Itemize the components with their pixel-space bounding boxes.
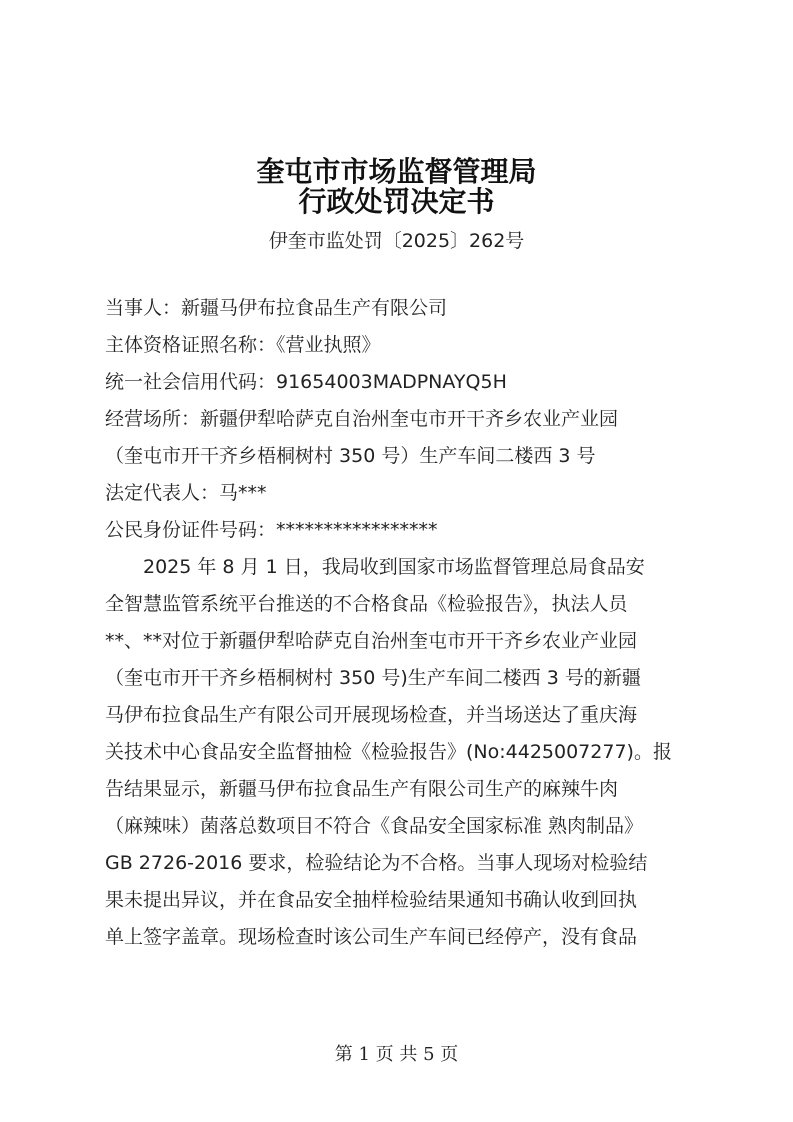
body-line: 单上签字盖章。现场检查时该公司生产车间已经停产，没有食品 <box>105 926 638 948</box>
document-title: 行政处罚决定书 <box>298 185 495 218</box>
agency-title: 奎屯市市场监督管理局 <box>256 155 537 188</box>
body-line: GB 2726-2016 要求，检验结论为不合格。当事人现场对检验结 <box>105 852 648 874</box>
credit-code-line: 统一社会信用代码：91654003MADPNAYQ5H <box>105 371 507 393</box>
license-name-line: 主体资格证照名称：《营业执照》 <box>105 334 381 356</box>
party-line: 当事人：新疆马伊布拉食品生产有限公司 <box>105 297 448 319</box>
body-line: （麻辣味）菌落总数项目不符合《食品安全国家标准 熟肉制品》 <box>105 815 644 837</box>
body-line: （奎屯市开干齐乡梧桐树村 350 号)生产车间二楼西 3 号的新疆 <box>105 667 641 689</box>
address-line-1: 经营场所：新疆伊犁哈萨克自治州奎屯市开干齐乡农业产业园 <box>105 408 619 430</box>
page-number: 第 1 页 共 5 页 <box>334 1044 459 1065</box>
id-number-line: 公民身份证件号码：***************** <box>105 519 438 541</box>
document-body <box>105 290 693 956</box>
body-line: **、**对位于新疆伊犁哈萨克自治州奎屯市开干齐乡农业产业园 <box>105 630 638 652</box>
body-line: 告结果显示，新疆马伊布拉食品生产有限公司生产的麻辣牛肉 <box>105 778 619 800</box>
document-number: 伊奎市监处罚〔2025〕262号 <box>268 230 525 252</box>
body-line: 2025 年 8 月 1 日，我局收到国家市场监督管理总局食品安 <box>143 556 645 578</box>
address-line-2: （奎屯市开干齐乡梧桐树村 350 号）生产车间二楼西 3 号 <box>105 445 596 467</box>
body-line: 关技术中心食品安全监督抽检《检验报告》(No:4425007277)。报 <box>105 741 672 763</box>
legal-representative-line: 法定代表人：马*** <box>105 482 267 504</box>
body-line: 全智慧监管系统平台推送的不合格食品《检验报告》，执法人员 <box>105 593 628 615</box>
body-line: 马伊布拉食品生产有限公司开展现场检查，并当场送达了重庆海 <box>105 704 638 726</box>
body-line: 果未提出异议，并在食品安全抽样检验结果通知书确认收到回执 <box>105 889 638 911</box>
